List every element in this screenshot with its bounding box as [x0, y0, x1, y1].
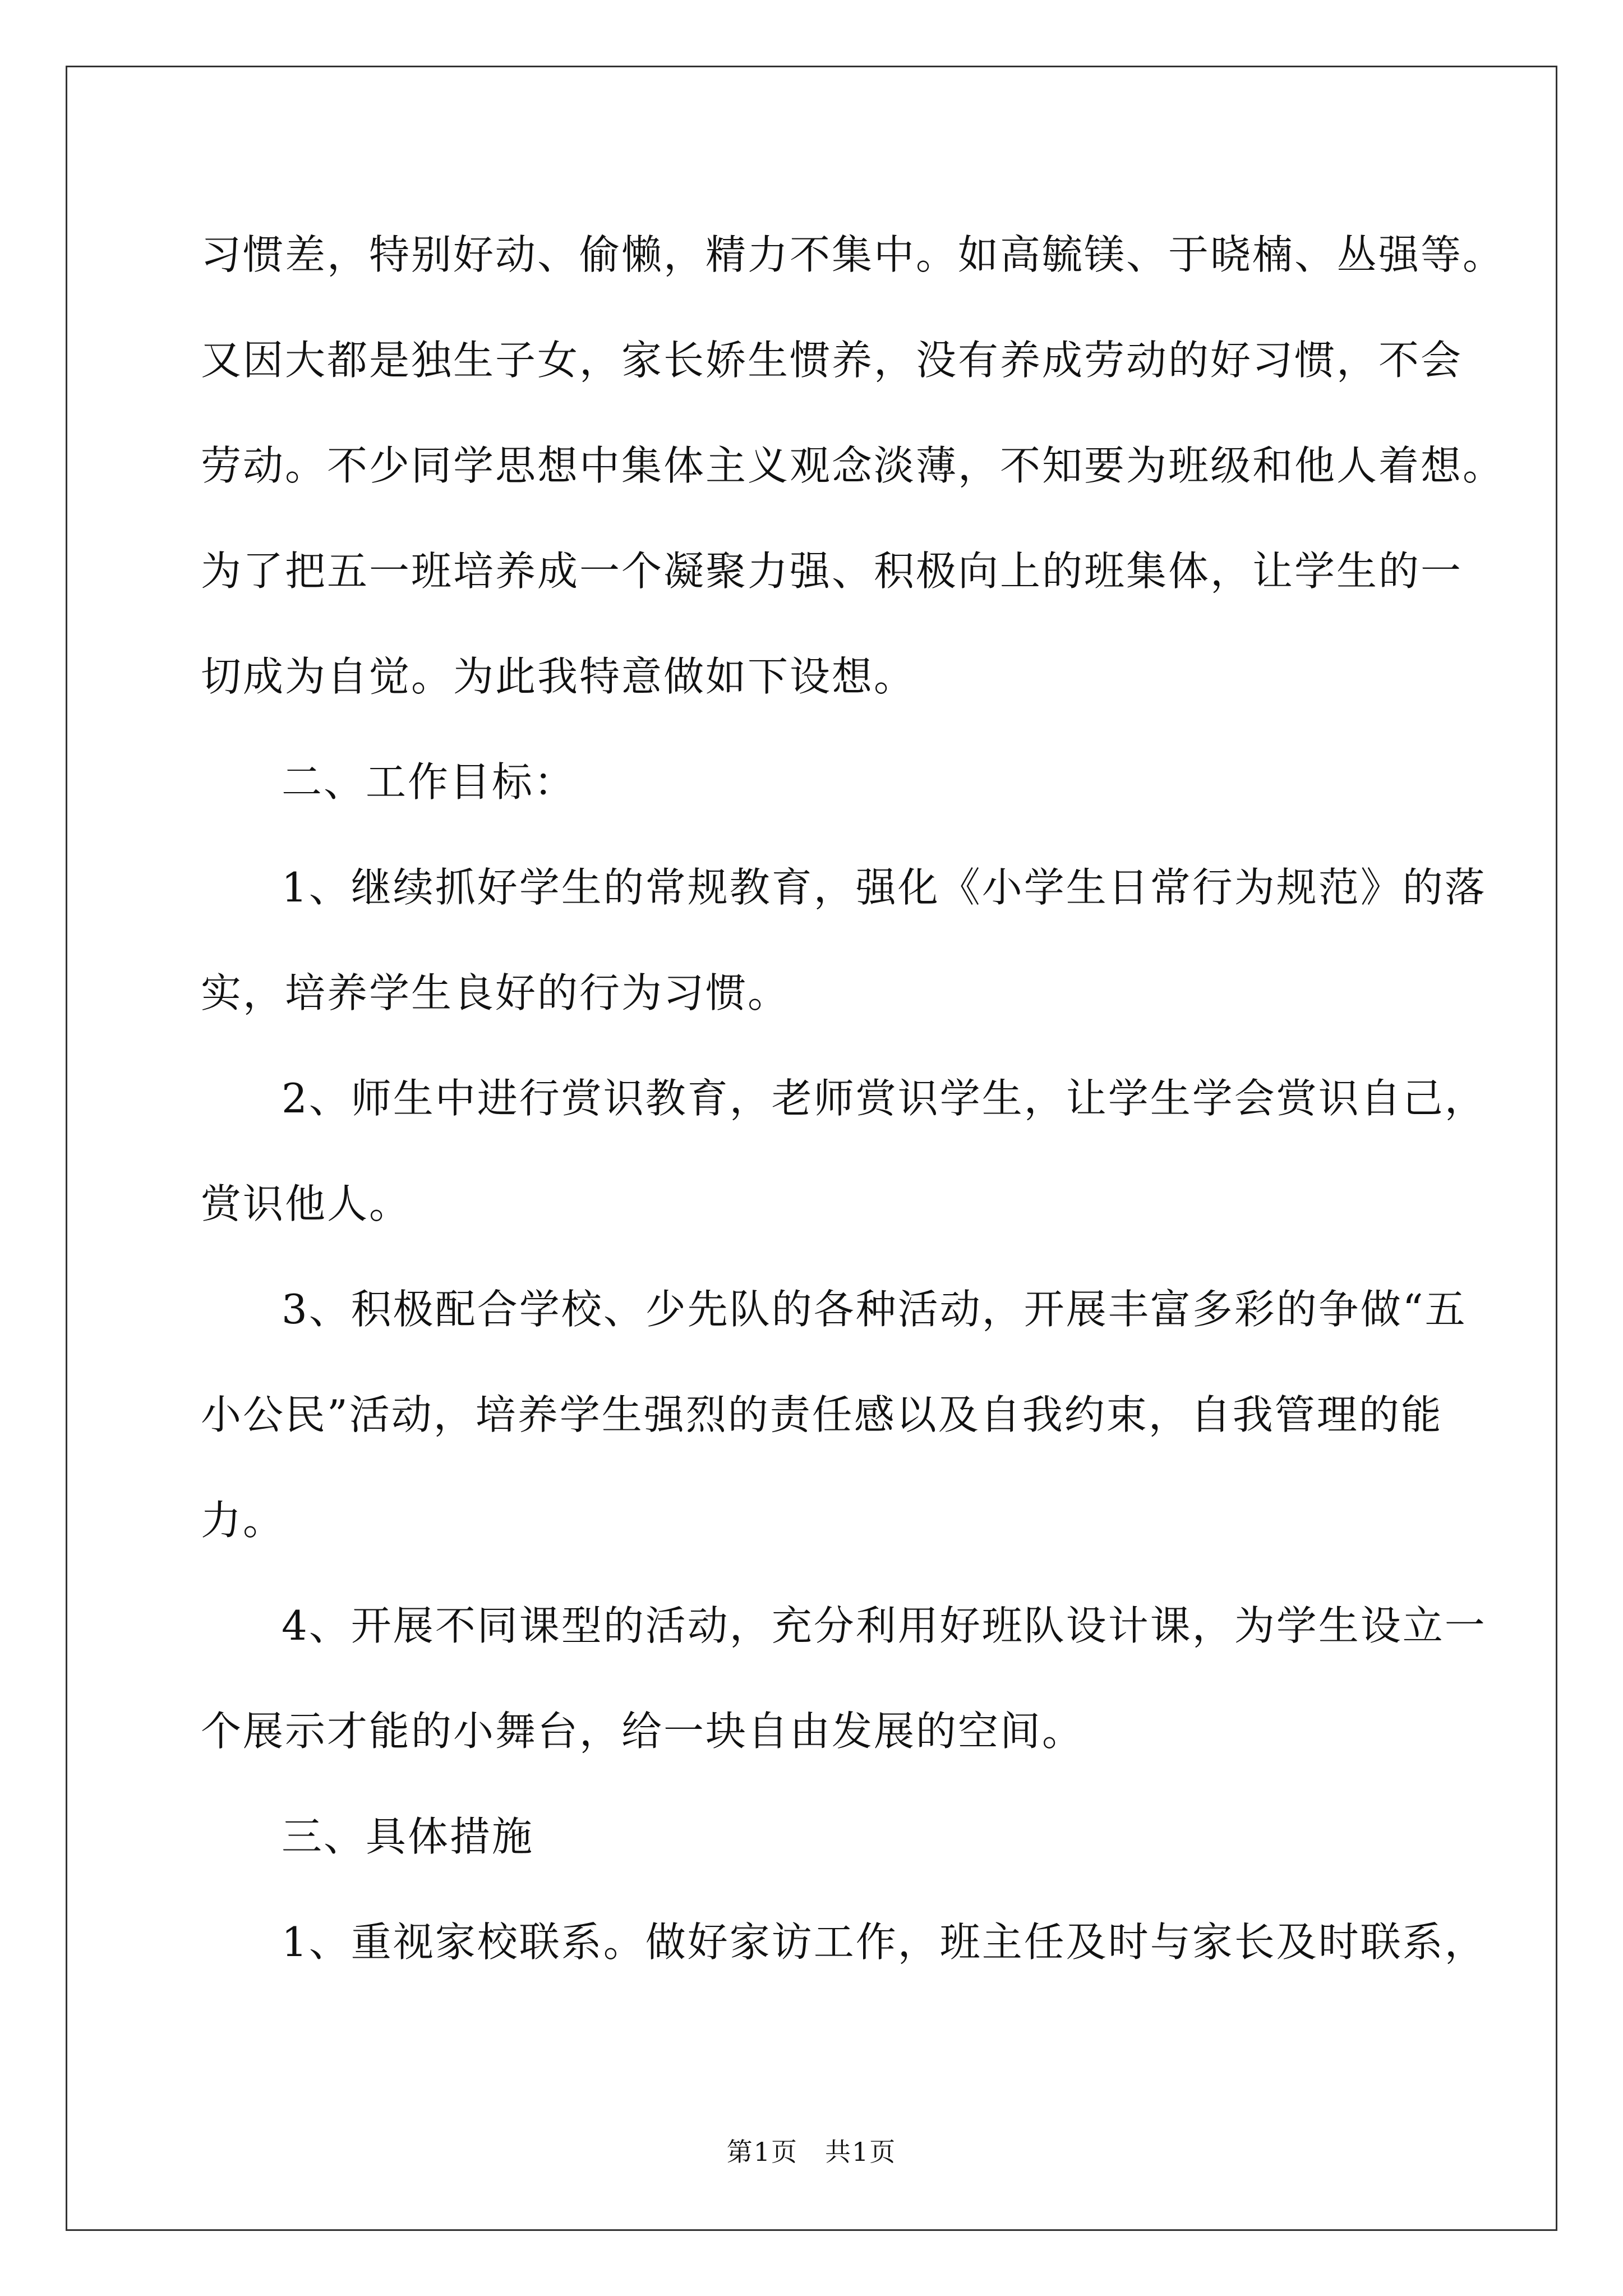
section-heading-goals: 二、工作目标：: [282, 758, 577, 806]
text-line: 赏识他人。: [201, 1180, 412, 1227]
section-heading-measures: 三、具体措施: [282, 1813, 534, 1860]
text-line: 小公民”活动，培养学生强烈的责任感以及自我约束，自我管理的能: [201, 1391, 1443, 1438]
text-line: 实，培养学生良好的行为习惯。: [201, 969, 790, 1016]
text-line: 切成为自觉。为此我特意做如下设想。: [201, 653, 916, 700]
text-line: 1、重视家校联系。做好家访工作，班主任及时与家长及时联系，: [282, 1918, 1487, 1966]
text-line: 习惯差，特别好动、偷懒，精力不集中。如高毓镁、于晓楠、丛强等。: [201, 231, 1505, 278]
document-body: [201, 202, 1505, 1995]
text-line: 3、积极配合学校、少先队的各种活动，开展丰富多彩的争做“五: [282, 1286, 1467, 1333]
text-line: 4、开展不同课型的活动，充分利用好班队设计课，为学生设立一: [282, 1602, 1487, 1649]
text-line: 1、继续抓好学生的常规教育，强化《小学生日常行为规范》的落: [282, 864, 1487, 911]
text-line: 力。: [201, 1497, 285, 1544]
text-line: 2、师生中进行赏识教育，老师赏识学生，让学生学会赏识自己，: [282, 1075, 1487, 1122]
text-line: 为了把五一班培养成一个凝聚力强、积极向上的班集体，让学生的一: [201, 547, 1463, 595]
text-line: 劳动。不少同学思想中集体主义观念淡薄，不知要为班级和他人着想。: [201, 442, 1505, 489]
text-line: 又因大都是独生子女，家长娇生惯养，没有养成劳动的好习惯，不会: [201, 337, 1463, 384]
text-line: 个展示才能的小舞台，给一块自由发展的空间。: [201, 1708, 1085, 1755]
page-footer: 第1页 共1页: [726, 2137, 897, 2167]
